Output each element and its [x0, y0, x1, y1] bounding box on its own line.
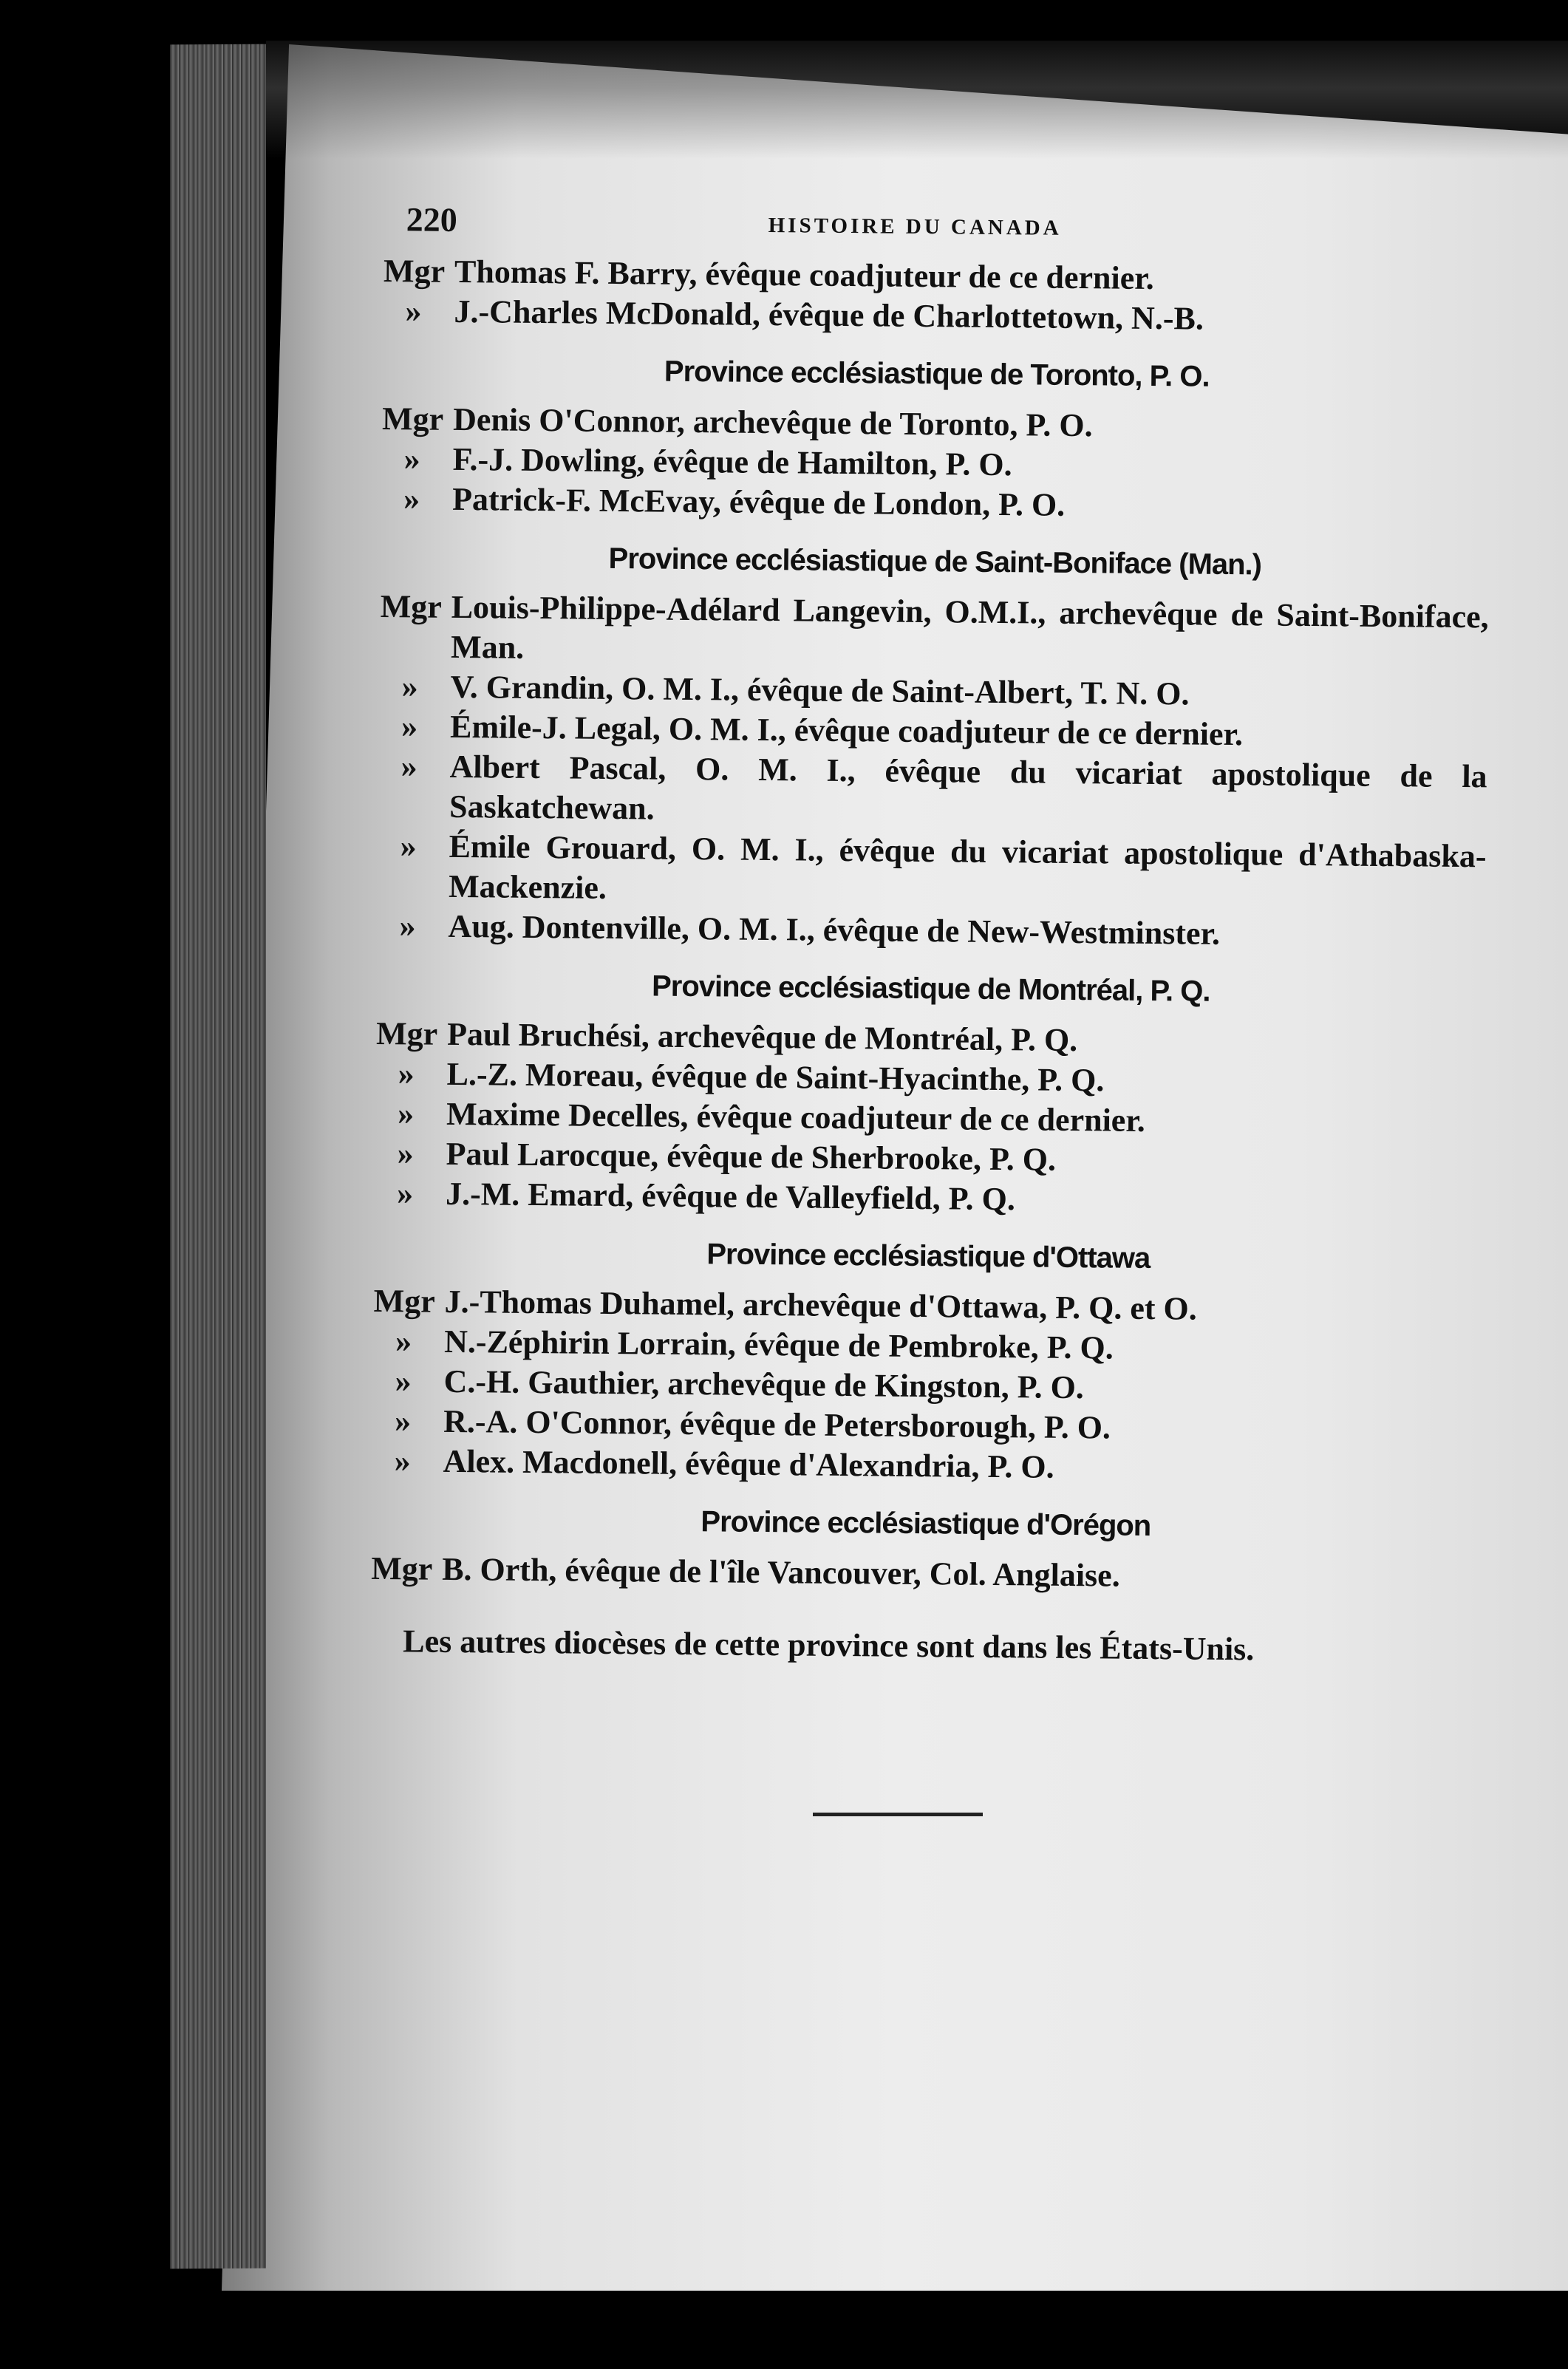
lead-entries — [383, 251, 1492, 341]
entry-text: R.-A. O'Connor, évêque de Petersborough, P. O. — [443, 1402, 1111, 1446]
province-sections — [371, 347, 1491, 1599]
entry-prefix: » — [395, 1363, 412, 1400]
footer-note: Les autres diocèses de cette province sont dans les États-Unis. — [403, 1623, 1255, 1668]
entry-text: B. Orth, évêque de l'île Vancouver, Col. Anglaise. — [441, 1550, 1120, 1594]
entry-prefix: Mgr — [370, 1550, 433, 1587]
entry-prefix: » — [405, 293, 422, 330]
province-heading: Province ecclésiastique d'Ottawa — [706, 1238, 1151, 1275]
province-section — [375, 962, 1485, 1224]
entry-text: F.-J. Dowling, évêque de Hamilton, P. O. — [452, 440, 1012, 483]
entry-prefix: » — [400, 708, 418, 745]
entry-text: Émile-J. Legal, O. M. I., évêque coadjuteur de ce dernier. — [449, 708, 1244, 753]
entry-text: Patrick-F. McEvay, évêque de London, P. O. — [451, 480, 1066, 523]
entry-prefix: Mgr — [373, 1282, 435, 1320]
province-heading: Province ecclésiastique d'Orégon — [701, 1505, 1151, 1543]
province-section — [381, 347, 1491, 529]
entry-text: Thomas F. Barry, évêque coadjuteur de ce dernier. — [454, 253, 1155, 297]
entry-prefix: Mgr — [381, 400, 444, 437]
entry-text: J.-Thomas Duhamel, archevêque d'Ottawa, P. Q. et O. — [444, 1283, 1197, 1327]
entry-prefix: » — [396, 1175, 414, 1212]
entry-text: N.-Zéphirin Lorrain, évêque de Pembroke, P. Q. — [443, 1323, 1114, 1366]
entry-text: J.-Charles McDonald, évêque de Charlottetown, N.-B. — [454, 293, 1204, 337]
province-heading: Province ecclésiastique de Toronto, P. O. — [664, 355, 1210, 393]
entry-text: Paul Larocque, évêque de Sherbrooke, P. Q. — [446, 1135, 1057, 1178]
province-heading: Province ecclésiastique de Saint-Boniface (Man.) — [608, 542, 1262, 582]
entry-text: Maxime Decelles, évêque coadjuteur de ce dernier. — [446, 1095, 1146, 1139]
entry-prefix: Mgr — [383, 252, 446, 290]
province-heading: Province ecclésiastique de Montréal, P. Q. — [651, 969, 1210, 1008]
province-section — [377, 535, 1489, 956]
entry-prefix: » — [400, 828, 417, 865]
list-item — [378, 826, 1487, 916]
entry-text: Paul Bruchési, archevêque de Montréal, P. Q. — [446, 1015, 1078, 1059]
entry-text: L.-Z. Moreau, évêque de Saint-Hyacinthe, P. Q. — [446, 1055, 1105, 1099]
entry-prefix: » — [401, 668, 418, 705]
list-item — [371, 1549, 1479, 1599]
running-title: HISTOIRE DU CANADA — [768, 213, 1062, 240]
entry-text: Aug. Dontenville, O. M. I., évêque de New-Westminster. — [448, 907, 1221, 952]
entry-text: Louis-Philippe-Adélard Langevin, O.M.I., archevêque de Saint-Boniface, Man. — [450, 588, 1489, 666]
entry-prefix: » — [397, 1135, 414, 1172]
end-rule — [813, 1813, 983, 1816]
entry-prefix: » — [403, 480, 420, 517]
entry-text: V. Grandin, O. M. I., évêque de Saint-Albert, T. N. O. — [450, 668, 1190, 712]
entry-prefix: Mgr — [380, 587, 443, 625]
list-item — [380, 587, 1489, 677]
entry-text: C.-H. Gauthier, archevêque de Kingston, P. O. — [443, 1363, 1085, 1406]
list-item — [378, 746, 1487, 836]
page-number: 220 — [406, 200, 457, 239]
entry-prefix: » — [398, 1055, 415, 1092]
entry-prefix: » — [394, 1402, 412, 1439]
book-page-edges — [170, 44, 266, 2269]
entry-prefix: » — [397, 1095, 415, 1132]
entry-prefix: » — [399, 907, 416, 944]
province-section — [372, 1230, 1482, 1491]
entry-prefix: Mgr — [375, 1015, 438, 1052]
entry-prefix: » — [394, 1442, 411, 1479]
entry-prefix: » — [400, 748, 417, 785]
entry-text: Alex. Macdonell, évêque d'Alexandria, P. O. — [443, 1442, 1054, 1485]
page-text — [370, 200, 1493, 1671]
entry-text: Denis O'Connor, archevêque de Toronto, P. O. — [452, 400, 1093, 444]
top-shadow — [266, 41, 1568, 159]
entry-text: Albert Pascal, O. M. I., évêque du vicariat apostolique de la Saskatchewan. — [449, 748, 1487, 827]
entry-prefix: » — [395, 1323, 412, 1360]
entry-text: Émile Grouard, O. M. I., évêque du vicariat apostolique d'Athabaska-Mackenzie. — [448, 828, 1487, 906]
running-head — [384, 200, 1493, 262]
province-section — [371, 1497, 1480, 1599]
entry-text: J.-M. Emard, évêque de Valleyfield, P. Q. — [445, 1175, 1016, 1218]
entry-prefix: » — [403, 440, 420, 477]
